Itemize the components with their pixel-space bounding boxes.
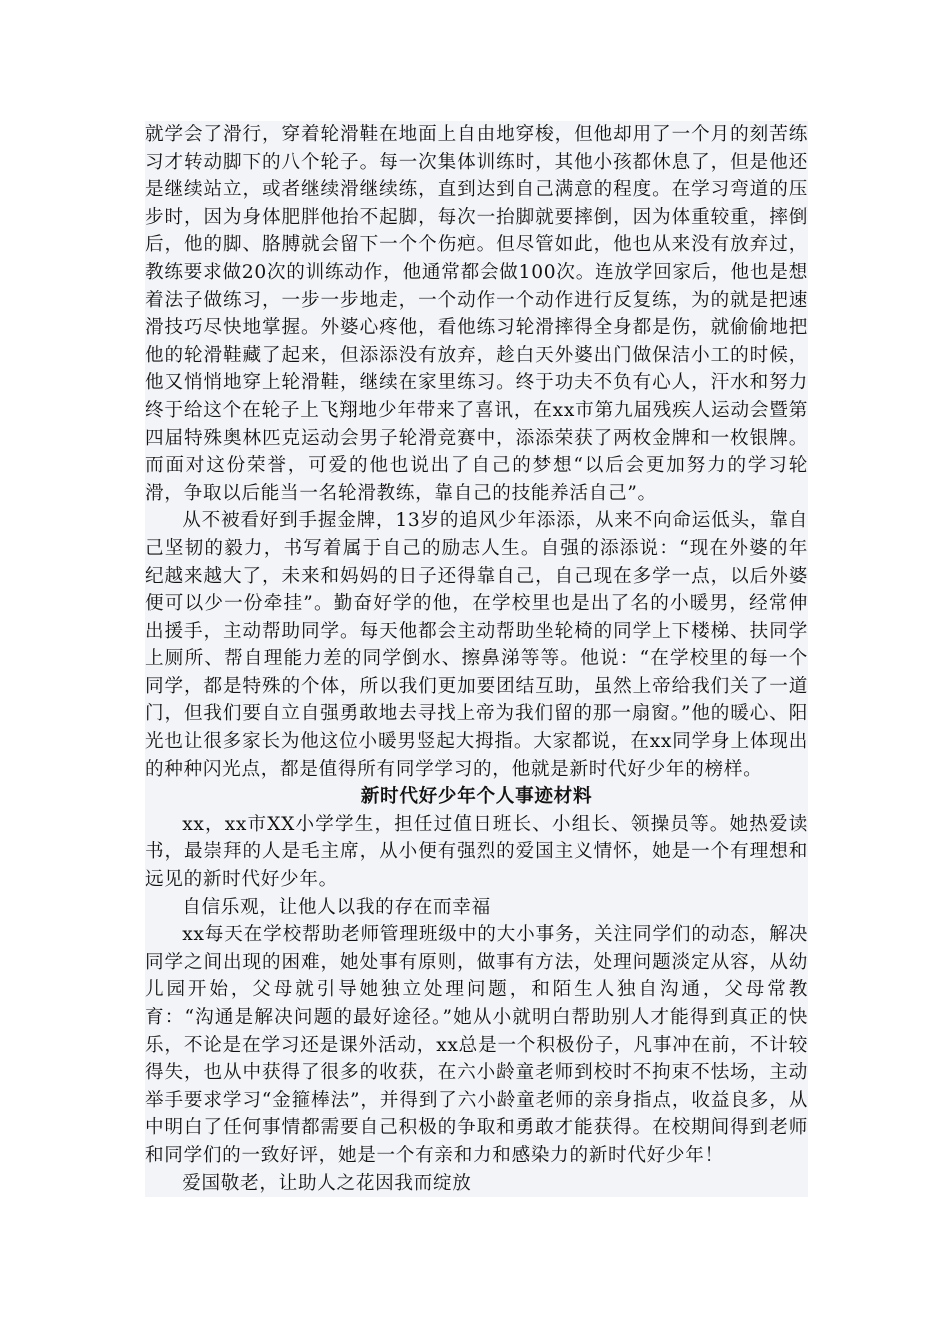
paragraph-intro: xx，xx市XX小学学生，担任过值日班长、小组长、领操员等。她热爱读书，最崇拜的人是毛主席，从小便有强烈的爱国主义情怀，她是一个有理想和远见的新时代好少年。 [145, 813, 808, 891]
paragraph-training: 就学会了滑行，穿着轮滑鞋在地面上自由地穿梭，但他却用了一个月的刻苦练习才转动脚下的八个轮子。每一次集体训练时，其他小孩都休息了，但是他还是继续站立，或者继续滑继续练，直到达到自己满意的程度。在学习弯道的压步时，因为身体肥胖他抬不起脚，每次一抬脚就要摔倒，因为体重较重，摔倒后，他的脚、胳膊就会留下一个个伤疤。但尽管如此，他也从来没有放弃过，教练要求做20次的训练动作，他通常都会做100次。连放学回家后，他也是想着法子做练习，一步一步地走，一个动作一个动作进行反复练，为的就是把速滑技巧尽快地掌握。外婆心疼他，看他练习轮滑摔得全身都是伤，就偷偷地把他的轮滑鞋藏了起来，但添添没有放弃，趁白天外婆出门做保洁小工的时候，他又悄悄地穿上轮滑鞋，继续在家里练习。终于功夫不负有心人，汗水和努力终于给这个在轮子上飞翔地少年带来了喜讯，在xx市第九届残疾人运动会暨第四届特殊奥林匹克运动会男子轮滑竞赛中，添添荣获了两枚金牌和一枚银牌。而面对这份荣誉，可爱的他也说出了自己的梦想“以后会更加努力的学习轮滑，争取以后能当一名轮滑教练，靠自己的技能养活自己”。 [145, 124, 808, 504]
subheading-patriotism: 爱国敬老，让助人之花因我而绽放 [182, 1172, 472, 1194]
paragraph-self-reliance: 从不被看好到手握金牌，13岁的追风少年添添，从来不向命运低头，靠自己坚韧的毅力，书写着属于自己的励志人生。自强的添添说：“现在外婆的年纪越来越大了，未来和妈妈的日子还得靠自己，自己现在多学一点，以后外婆便可以少一份牵挂”。勤奋好学的他，在学校里也是出了名的小暖男，经常伸出援手，主动帮助同学。每天他都会主动帮助坐轮椅的同学上下楼梯、扶同学上厕所、帮自理能力差的同学倒水、擦鼻涕等等。他说：“在学校里的每一个同学，都是特殊的个体，所以我们更加要团结互助，虽然上帝给我们关了一道门，但我们要自立自强勇敢地去寻找上帝为我们留的那一扇窗。”他的暖心、阳光也让很多家长为他这位小暖男竖起大拇指。大家都说，在xx同学身上体现出的种种闪光点，都是值得所有同学学习的，他就是新时代好少年的榜样。 [145, 510, 808, 780]
document-body [145, 121, 808, 1197]
subheading-confidence: 自信乐观，让他人以我的存在而幸福 [182, 896, 491, 918]
section-title: 新时代好少年个人事迹材料 [360, 786, 593, 808]
paragraph-helping: xx每天在学校帮助老师管理班级中的大小事务，关注同学们的动态，解决同学之间出现的困难，她处事有原则，做事有方法，处理问题淡定从容，从幼儿园开始，父母就引导她独立处理问题，和陌生人独自沟通，父母常教育：“沟通是解决问题的最好途径。”她从小就明白帮助别人才能得到真正的快乐，不论是在学习还是课外活动，xx总是一个积极份子，凡事冲在前，不计较得失，也从中获得了很多的收获，在六小龄童老师到校时不拘束不怯场，主动举手要求学习“金箍棒法”，并得到了六小龄童老师的亲身指点，收益良多，从中明白了任何事情都需要自己积极的争取和勇敢才能获得。在校期间得到老师和同学们的一致好评，她是一个有亲和力和感染力的新时代好少年！ [145, 924, 808, 1166]
